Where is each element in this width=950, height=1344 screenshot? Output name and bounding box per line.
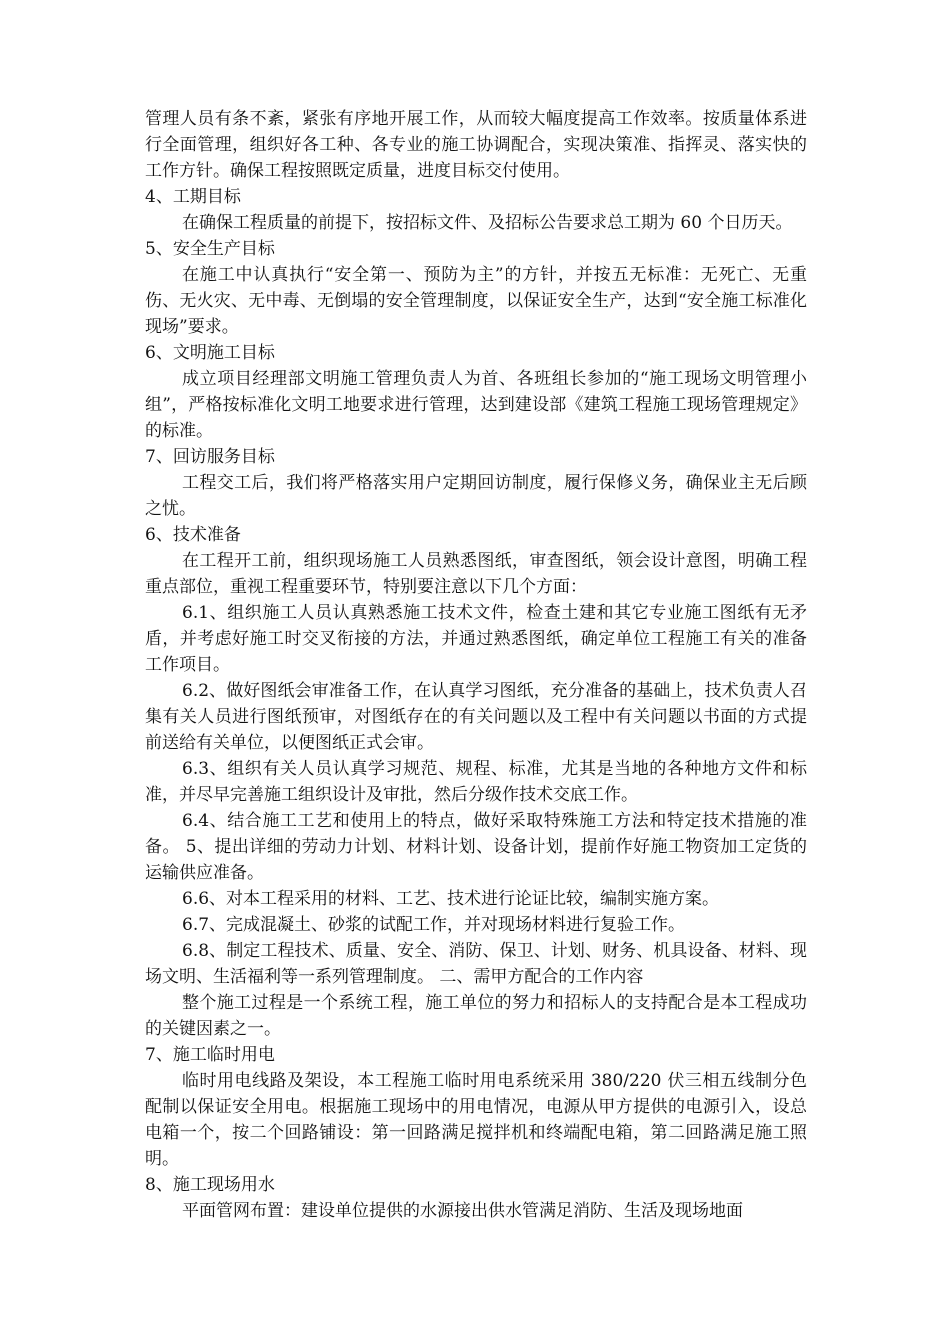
paragraph: 平面管网布置：建设单位提供的水源接出供水管满足消防、生活及现场地面 — [182, 1201, 743, 1221]
paragraph: 临时用电线路及架设，本工程施工临时用电系统采用 380/220 伏三相五线制分色配制以保证安全用电。根据施工现场中的用电情况，电源从甲方提供的电源引入，设总电箱一个，按二个回路铺设：第一回路满足搅拌机和终端配电箱，第二回路满足施工照明。 — [145, 1071, 807, 1169]
paragraph: 工程交工后，我们将严格落实用户定期回访制度，履行保修义务，确保业主无后顾之忧。 — [145, 473, 807, 519]
paragraph: 整个施工过程是一个系统工程，施工单位的努力和招标人的支持配合是本工程成功的关键因素之一。 — [145, 993, 807, 1039]
paragraph: 管理人员有条不紊，紧张有序地开展工作，从而较大幅度提高工作效率。按质量体系进行全面管理，组织好各工种、各专业的施工协调配合，实现决策准、指挥灵、落实快的工作方针。确保工程按照既定质量，进度目标交付使用。 — [145, 109, 807, 181]
paragraph: 成立项目经理部文明施工管理负责人为首、各班组长参加的“施工现场文明管理小组”，严格按标准化文明工地要求进行管理，达到建设部《建筑工程施工现场管理规定》的标准。 — [145, 369, 807, 441]
paragraph: 在施工中认真执行“安全第一、预防为主”的方针，并按五无标准：无死亡、无重伤、无火灾、无中毒、无倒塌的安全管理制度，以保证安全生产，达到“安全施工标准化现场”要求。 — [145, 265, 807, 337]
section-heading: 4、工期目标 — [145, 187, 241, 207]
paragraph: 6.3、组织有关人员认真学习规范、规程、标准，尤其是当地的各种地方文件和标准，并尽早完善施工组织设计及审批，然后分级作技术交底工作。 — [145, 759, 807, 805]
section-heading: 5、安全生产目标 — [145, 239, 275, 259]
paragraph: 6.4、结合施工工艺和使用上的特点，做好采取特殊施工方法和特定技术措施的准备。 5、提出详细的劳动力计划、材料计划、设备计划，提前作好施工物资加工定货的运输供应准备。 — [145, 811, 807, 883]
document-body — [145, 106, 807, 1224]
section-heading: 8、施工现场用水 — [145, 1175, 275, 1195]
section-heading: 6、技术准备 — [145, 525, 241, 545]
paragraph: 6.2、做好图纸会审准备工作，在认真学习图纸，充分准备的基础上，技术负责人召集有关人员进行图纸预审，对图纸存在的有关问题以及工程中有关问题以书面的方式提前送给有关单位，以便图纸正式会审。 — [145, 681, 807, 753]
paragraph: 6.7、完成混凝土、砂浆的试配工作，并对现场材料进行复验工作。 — [182, 915, 686, 935]
section-heading: 7、施工临时用电 — [145, 1045, 275, 1065]
section-heading: 6、文明施工目标 — [145, 343, 275, 363]
paragraph: 6.6、对本工程采用的材料、工艺、技术进行论证比较，编制实施方案。 — [182, 889, 720, 909]
section-heading: 7、回访服务目标 — [145, 447, 275, 467]
paragraph: 6.8、制定工程技术、质量、安全、消防、保卫、计划、财务、机具设备、材料、现场文明、生活福利等一系列管理制度。 二、需甲方配合的工作内容 — [145, 941, 807, 987]
paragraph: 6.1、组织施工人员认真熟悉施工技术文件，检查土建和其它专业施工图纸有无矛盾，并考虑好施工时交叉衔接的方法，并通过熟悉图纸，确定单位工程施工有关的准备工作项目。 — [145, 603, 807, 675]
paragraph: 在工程开工前，组织现场施工人员熟悉图纸，审查图纸，领会设计意图，明确工程重点部位，重视工程重要环节，特别要注意以下几个方面： — [145, 551, 807, 597]
paragraph: 在确保工程质量的前提下，按招标文件、及招标公告要求总工期为 60 个日历天。 — [182, 213, 793, 233]
